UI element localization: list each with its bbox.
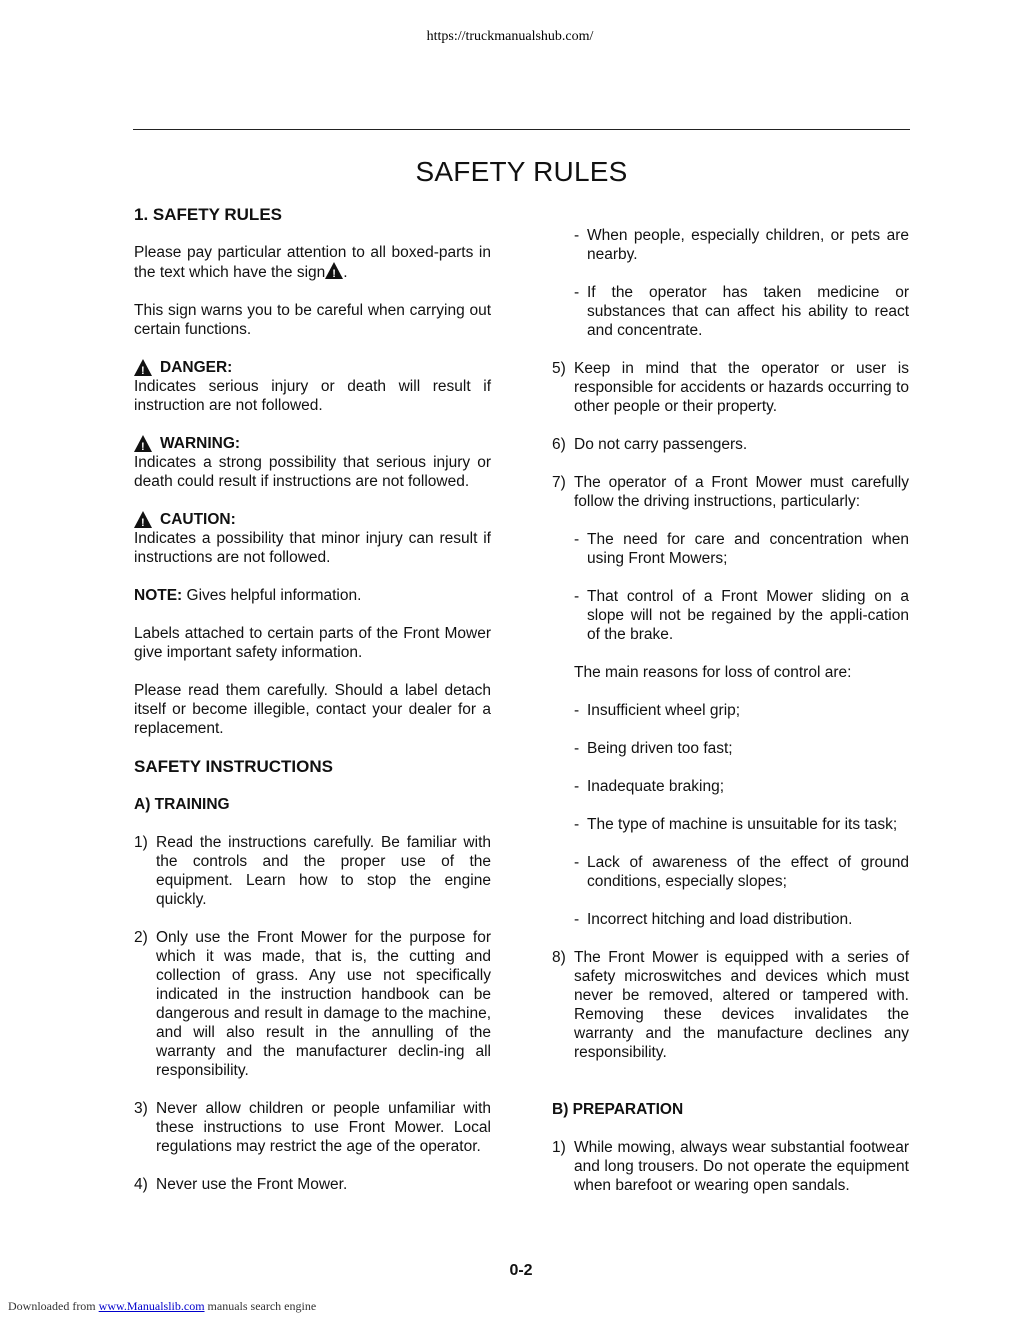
item-text: Read the instructions carefully. Be familiar with the controls and the proper use of the equipment. Learn how to stop the engine quickly. xyxy=(156,834,491,908)
warning-triangle-icon xyxy=(325,262,343,279)
item-number: 2) xyxy=(134,929,148,946)
right-column xyxy=(552,226,909,1214)
warning-label: WARNING: xyxy=(160,435,241,452)
safety-instructions-heading: SAFETY INSTRUCTIONS xyxy=(134,757,333,776)
main-reasons-text: The main reasons for loss of control are: xyxy=(574,664,852,681)
list-item xyxy=(574,226,909,264)
item-number: 6) xyxy=(552,436,566,453)
list-item xyxy=(134,1099,491,1156)
list-item xyxy=(574,910,909,929)
item-text: Lack of awareness of the effect of ground conditions, especially slopes; xyxy=(587,854,909,890)
top-divider xyxy=(133,129,910,130)
caution-label: CAUTION: xyxy=(160,511,236,528)
list-item xyxy=(552,359,909,416)
left-column xyxy=(134,205,491,1213)
note-paragraph xyxy=(134,586,491,605)
item-text: The need for care and concentration when using Front Mowers; xyxy=(587,531,909,567)
item-dash: - xyxy=(574,778,580,795)
note-text: Gives helpful information. xyxy=(182,587,362,604)
training-heading: A) TRAINING xyxy=(134,796,230,813)
item-text: That control of a Front Mower sliding on a slope will not be regained by the appli-cation of the brake. xyxy=(587,588,909,643)
item-number: 3) xyxy=(134,1100,148,1117)
intro-paragraph xyxy=(134,243,491,282)
item-text: When people, especially children, or pets are nearby. xyxy=(587,227,909,263)
footer-prefix: Downloaded from xyxy=(8,1299,99,1313)
section-heading-safety-rules: 1. SAFETY RULES xyxy=(134,205,282,224)
item-dash: - xyxy=(574,740,580,757)
page-number: 0-2 xyxy=(509,1262,533,1279)
item-text: The operator of a Front Mower must carefully follow the driving instructions, particularly: xyxy=(574,474,909,510)
list-item xyxy=(552,435,909,454)
danger-text: Indicates serious injury or death will result if instruction are not followed. xyxy=(134,378,491,414)
warning-icon xyxy=(134,435,152,452)
item-number: 1) xyxy=(552,1139,566,1156)
item-dash: - xyxy=(574,531,580,548)
sign-paragraph: This sign warns you to be careful when carrying out certain functions. xyxy=(134,302,491,338)
list-item xyxy=(574,587,909,644)
item-dash: - xyxy=(574,854,580,871)
danger-icon xyxy=(134,359,152,376)
item-dash: - xyxy=(574,588,580,605)
item-text: Never allow children or people unfamiliar with these instructions to use Front Mower. Local regulations may restrict the age of the operator. xyxy=(156,1100,491,1155)
list-item xyxy=(574,701,909,720)
manualslib-link[interactable]: www.Manualslib.com xyxy=(98,1299,205,1313)
item-text: Never use the Front Mower. xyxy=(156,1176,348,1193)
item-text: Only use the Front Mower for the purpose for which it was made, that is, the cutting and collection of grass. Any use not specifically indicated in the instruction handbook can be dangerous and result in damage to the machine, and will also result in the annulling of the warranty and the manufacturer declin-ing all responsibility. xyxy=(156,929,491,1079)
note-label: NOTE: xyxy=(134,587,183,604)
list-item xyxy=(134,833,491,909)
item-dash: - xyxy=(574,816,580,833)
item-text: While mowing, always wear substantial footwear and long trousers. Do not operate the equipment when barefoot or wearing open sandals. xyxy=(574,1139,909,1194)
caution-text: Indicates a possibility that minor injury can result if instructions are not followed. xyxy=(134,530,491,566)
list-item xyxy=(574,815,909,834)
labels-paragraph: Labels attached to certain parts of the Front Mower give important safety information. xyxy=(134,625,491,661)
item-text: Keep in mind that the operator or user is responsible for accidents or hazards occurring to other people or their property. xyxy=(574,360,909,415)
source-url: https://truckmanualshub.com/ xyxy=(426,29,594,44)
preparation-heading: B) PREPARATION xyxy=(552,1101,684,1118)
item-text: If the operator has taken medicine or substances that can affect his ability to react and concentrate. xyxy=(587,284,909,339)
item-number: 5) xyxy=(552,360,566,377)
list-item xyxy=(574,283,909,340)
item-number: 7) xyxy=(552,474,566,491)
download-footer xyxy=(8,1299,316,1314)
item-text: Inadequate braking; xyxy=(587,778,725,795)
item-text: The Front Mower is equipped with a series of safety microswitches and devices which must never be removed, altered or tampered with. Removing these devices invalidates the warranty and the manufacture declines any responsibility. xyxy=(574,949,909,1061)
list-item xyxy=(552,1138,909,1195)
intro-text: Please pay particular attention to all boxed-parts in the text which have the sign xyxy=(134,244,491,281)
caution-icon xyxy=(134,511,152,528)
item-text: Insufficient wheel grip; xyxy=(587,702,741,719)
warning-text: Indicates a strong possibility that serious injury or death could result if instructions are not followed. xyxy=(134,454,491,490)
item-number: 1) xyxy=(134,834,148,851)
item-dash: - xyxy=(574,284,580,301)
list-item xyxy=(552,473,909,511)
item-dash: - xyxy=(574,702,580,719)
item-number: 4) xyxy=(134,1176,148,1193)
page-title: SAFETY RULES xyxy=(415,156,628,187)
danger-block xyxy=(134,358,491,415)
item-dash: - xyxy=(574,227,580,244)
list-item xyxy=(134,1175,491,1194)
item-number: 8) xyxy=(552,949,566,966)
list-item xyxy=(574,853,909,891)
list-item xyxy=(552,948,909,1062)
item-dash: - xyxy=(574,911,580,928)
list-item xyxy=(574,530,909,568)
read-paragraph: Please read them carefully. Should a label detach itself or become illegible, contact your dealer for a replacement. xyxy=(134,682,491,737)
item-text: Do not carry passengers. xyxy=(574,436,748,453)
danger-label: DANGER: xyxy=(160,359,233,376)
list-item xyxy=(574,739,909,758)
footer-suffix: manuals search engine xyxy=(204,1299,317,1313)
intro-end: . xyxy=(343,264,348,281)
item-text: Incorrect hitching and load distribution. xyxy=(587,911,853,928)
list-item xyxy=(134,928,491,1080)
caution-block xyxy=(134,510,491,567)
item-text: Being driven too fast; xyxy=(587,740,733,757)
warning-block xyxy=(134,434,491,491)
item-text: The type of machine is unsuitable for its task; xyxy=(587,816,898,833)
list-item xyxy=(574,777,909,796)
